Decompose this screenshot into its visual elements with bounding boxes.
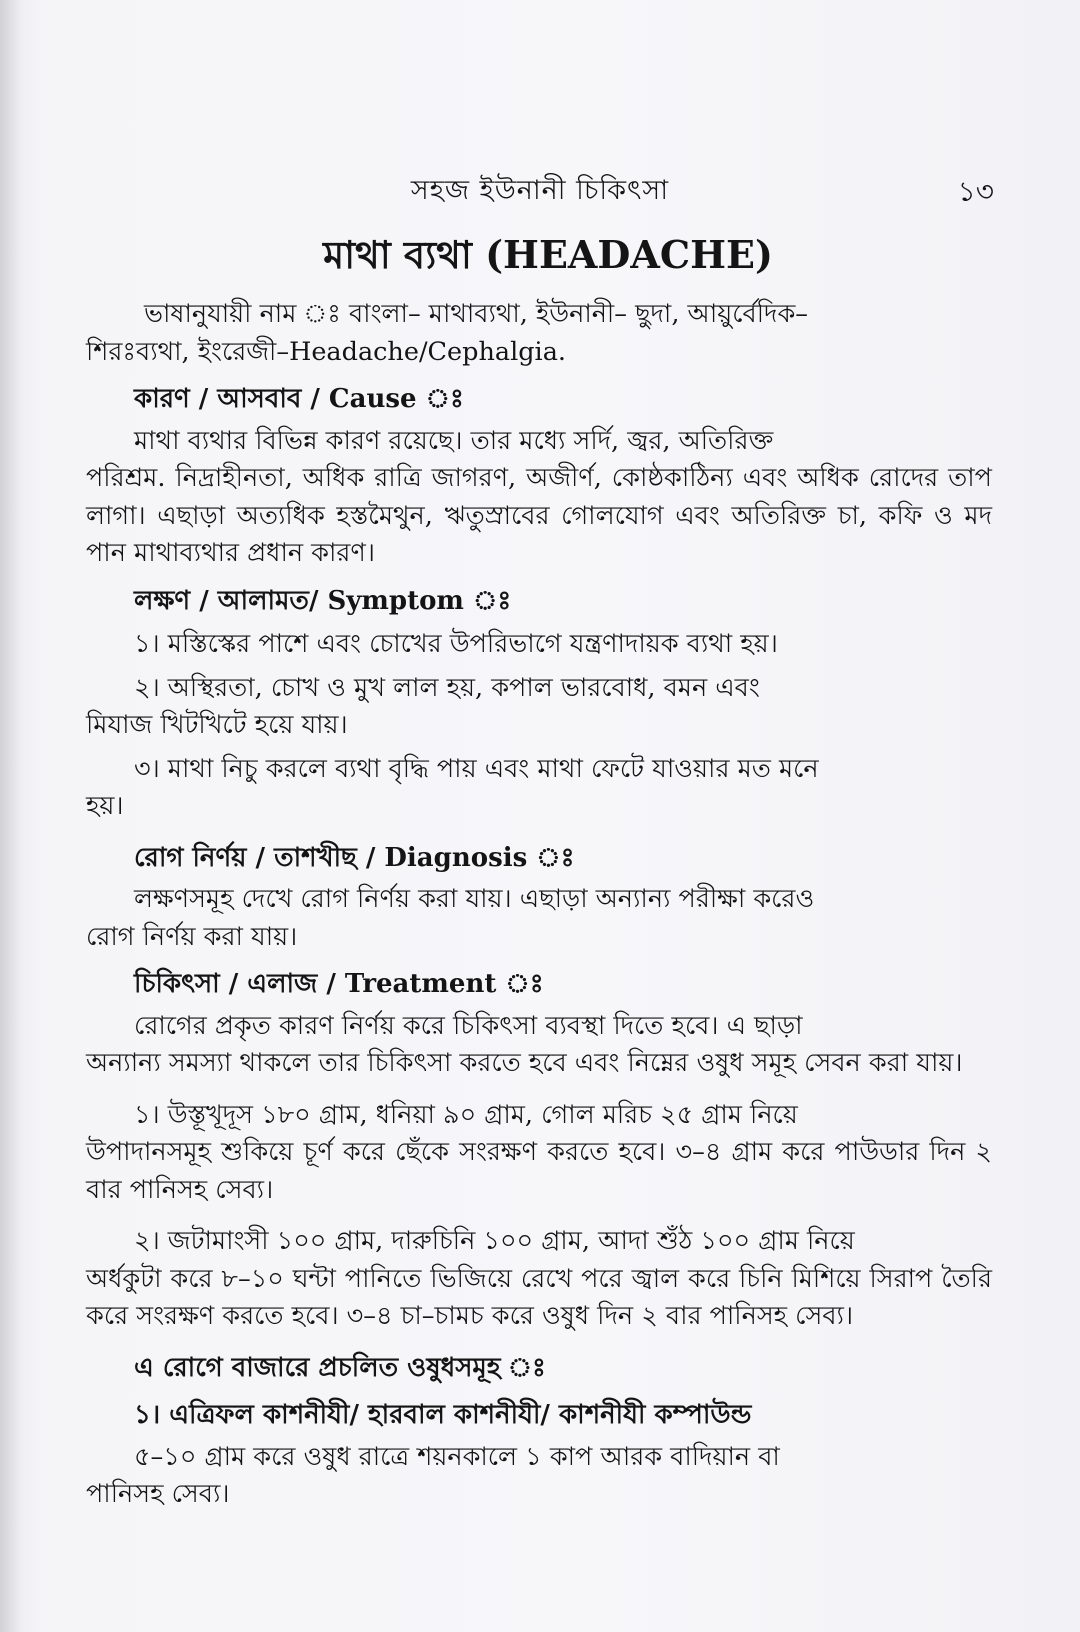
treatment-rx-1-rest: উপাদানসমূহ শুকিয়ে চূর্ণ করে ছেঁকে সংরক্ষণ করতে হবে। ৩–৪ গ্রাম করে পাউডার দিন ২ বার পানিসহ সেব্য। <box>86 1137 992 1205</box>
market-heading: এ রোগে বাজারে প্রচলিত ওষুধসমূহ ঃ <box>134 1352 546 1383</box>
market-item-1-title: ১। এত্রিফল কাশনীযী/ হারবাল কাশনীযী/ কাশনীযী কম্পাউন্ড <box>134 1400 752 1430</box>
cause-text-rest: পরিশ্রম. নিদ্রাহীনতা, অধিক রাত্রি জাগরণ, অজীর্ণ, কোষ্ঠকাঠিন্য এবং অধিক রোদের তাপ লাগা। এছাড়া অত্যধিক হস্তমৈথুন, ঋতুস্রাবের গোলযোগ এবং অতিরিক্ত চা, কফি ও মদ পান মাথাব্যথার প্রধান কারণ। <box>86 463 992 568</box>
page-content <box>86 228 992 1514</box>
symptom-item-2-rest: মিযাজ খিটখিটে হয়ে যায়। <box>86 710 348 740</box>
cause-text-first: মাথা ব্যথার বিভিন্ন কারণ রয়েছে। তার মধ্যে সর্দি, জ্বর, অতিরিক্ত <box>134 425 774 456</box>
chapter-title: মাথা ব্যথা (HEADACHE) <box>323 232 773 277</box>
market-item-1-dose-first: ৫–১০ গ্রাম করে ওষুধ রাত্রে শয়নকালে ১ কাপ আরক বাদিয়ান বা <box>134 1441 780 1472</box>
diagnosis-heading: রোগ নির্ণয় / তাশখীছ / Diagnosis ঃ <box>134 842 575 873</box>
cause-heading: কারণ / আসবাব / Cause ঃ <box>134 384 464 414</box>
page-fold-shadow <box>0 0 22 1632</box>
treatment-rx-1-first: ১। উস্তূখূদূস ১৮০ গ্রাম, ধনিয়া ৯০ গ্রাম, গোল মরিচ ২৫ গ্রাম নিয়ে <box>134 1099 798 1130</box>
treatment-heading: চিকিৎসা / এলাজ / Treatment ঃ <box>134 969 544 999</box>
treatment-rx-2-first: ২। জটামাংসী ১০০ গ্রাম, দারুচিনি ১০০ গ্রাম, আদা শুঁঠ ১০০ গ্রাম নিয়ে <box>134 1226 855 1256</box>
symptom-item-3-first: ৩। মাথা নিচু করলে ব্যথা বৃদ্ধি পায় এবং মাথা ফেটে যাওয়ার মত মনে <box>134 753 819 784</box>
names-line-2: শিরঃব্যথা, ইংরেজী–Headache/Cephalgia. <box>86 336 567 367</box>
page-header <box>0 170 1080 210</box>
treatment-text-rest: অন্যান্য সমস্যা থাকলে তার চিকিৎসা করতে হবে এবং নিম্নের ওষুধ সমূহ সেবন করা যায়। <box>86 1048 963 1078</box>
treatment-text-first: রোগের প্রকৃত কারণ নির্ণয় করে চিকিৎসা ব্যবস্থা দিতে হবে। এ ছাড়া <box>134 1010 803 1041</box>
running-title: সহজ ইউনানী চিকিৎসা <box>410 175 670 206</box>
symptom-item-1: ১। মস্তিস্কের পাশে এবং চোখের উপরিভাগে যন্ত্রণাদায়ক ব্যথা হয়। <box>134 629 778 659</box>
market-item-1-dose-rest: পানিসহ সেব্য। <box>86 1479 230 1509</box>
page-number: ১৩ <box>957 175 994 208</box>
treatment-rx-2-rest: অর্ধকুটা করে ৮–১০ ঘন্টা পানিতে ভিজিয়ে রেখে পরে জ্বাল করে চিনি মিশিয়ে সিরাপ তৈরি করে সংরক্ষণ করতে হবে। ৩–৪ চা–চামচ করে ওষুধ দিন ২ বার পানিসহ সেব্য। <box>86 1263 992 1331</box>
symptom-item-2-first: ২। অস্থিরতা, চোখ ও মুখ লাল হয়, কপাল ভারবোধ, বমন এবং <box>134 672 760 703</box>
symptom-item-3-rest: হয়। <box>86 791 124 821</box>
names-line-1: ভাষানুযায়ী নাম ঃ বাংলা– মাথাব্যথা, ইউনানী– ছুদা, আয়ুর্বেদিক– <box>144 299 809 329</box>
diagnosis-text-rest: রোগ নির্ণয় করা যায়। <box>86 921 298 952</box>
diagnosis-text-first: লক্ষণসমূহ দেখে রোগ নির্ণয় করা যায়। এছাড়া অন্যান্য পরীক্ষা করেও <box>134 884 815 914</box>
symptom-heading: লক্ষণ / আলামত/ Symptom ঃ <box>134 585 512 616</box>
